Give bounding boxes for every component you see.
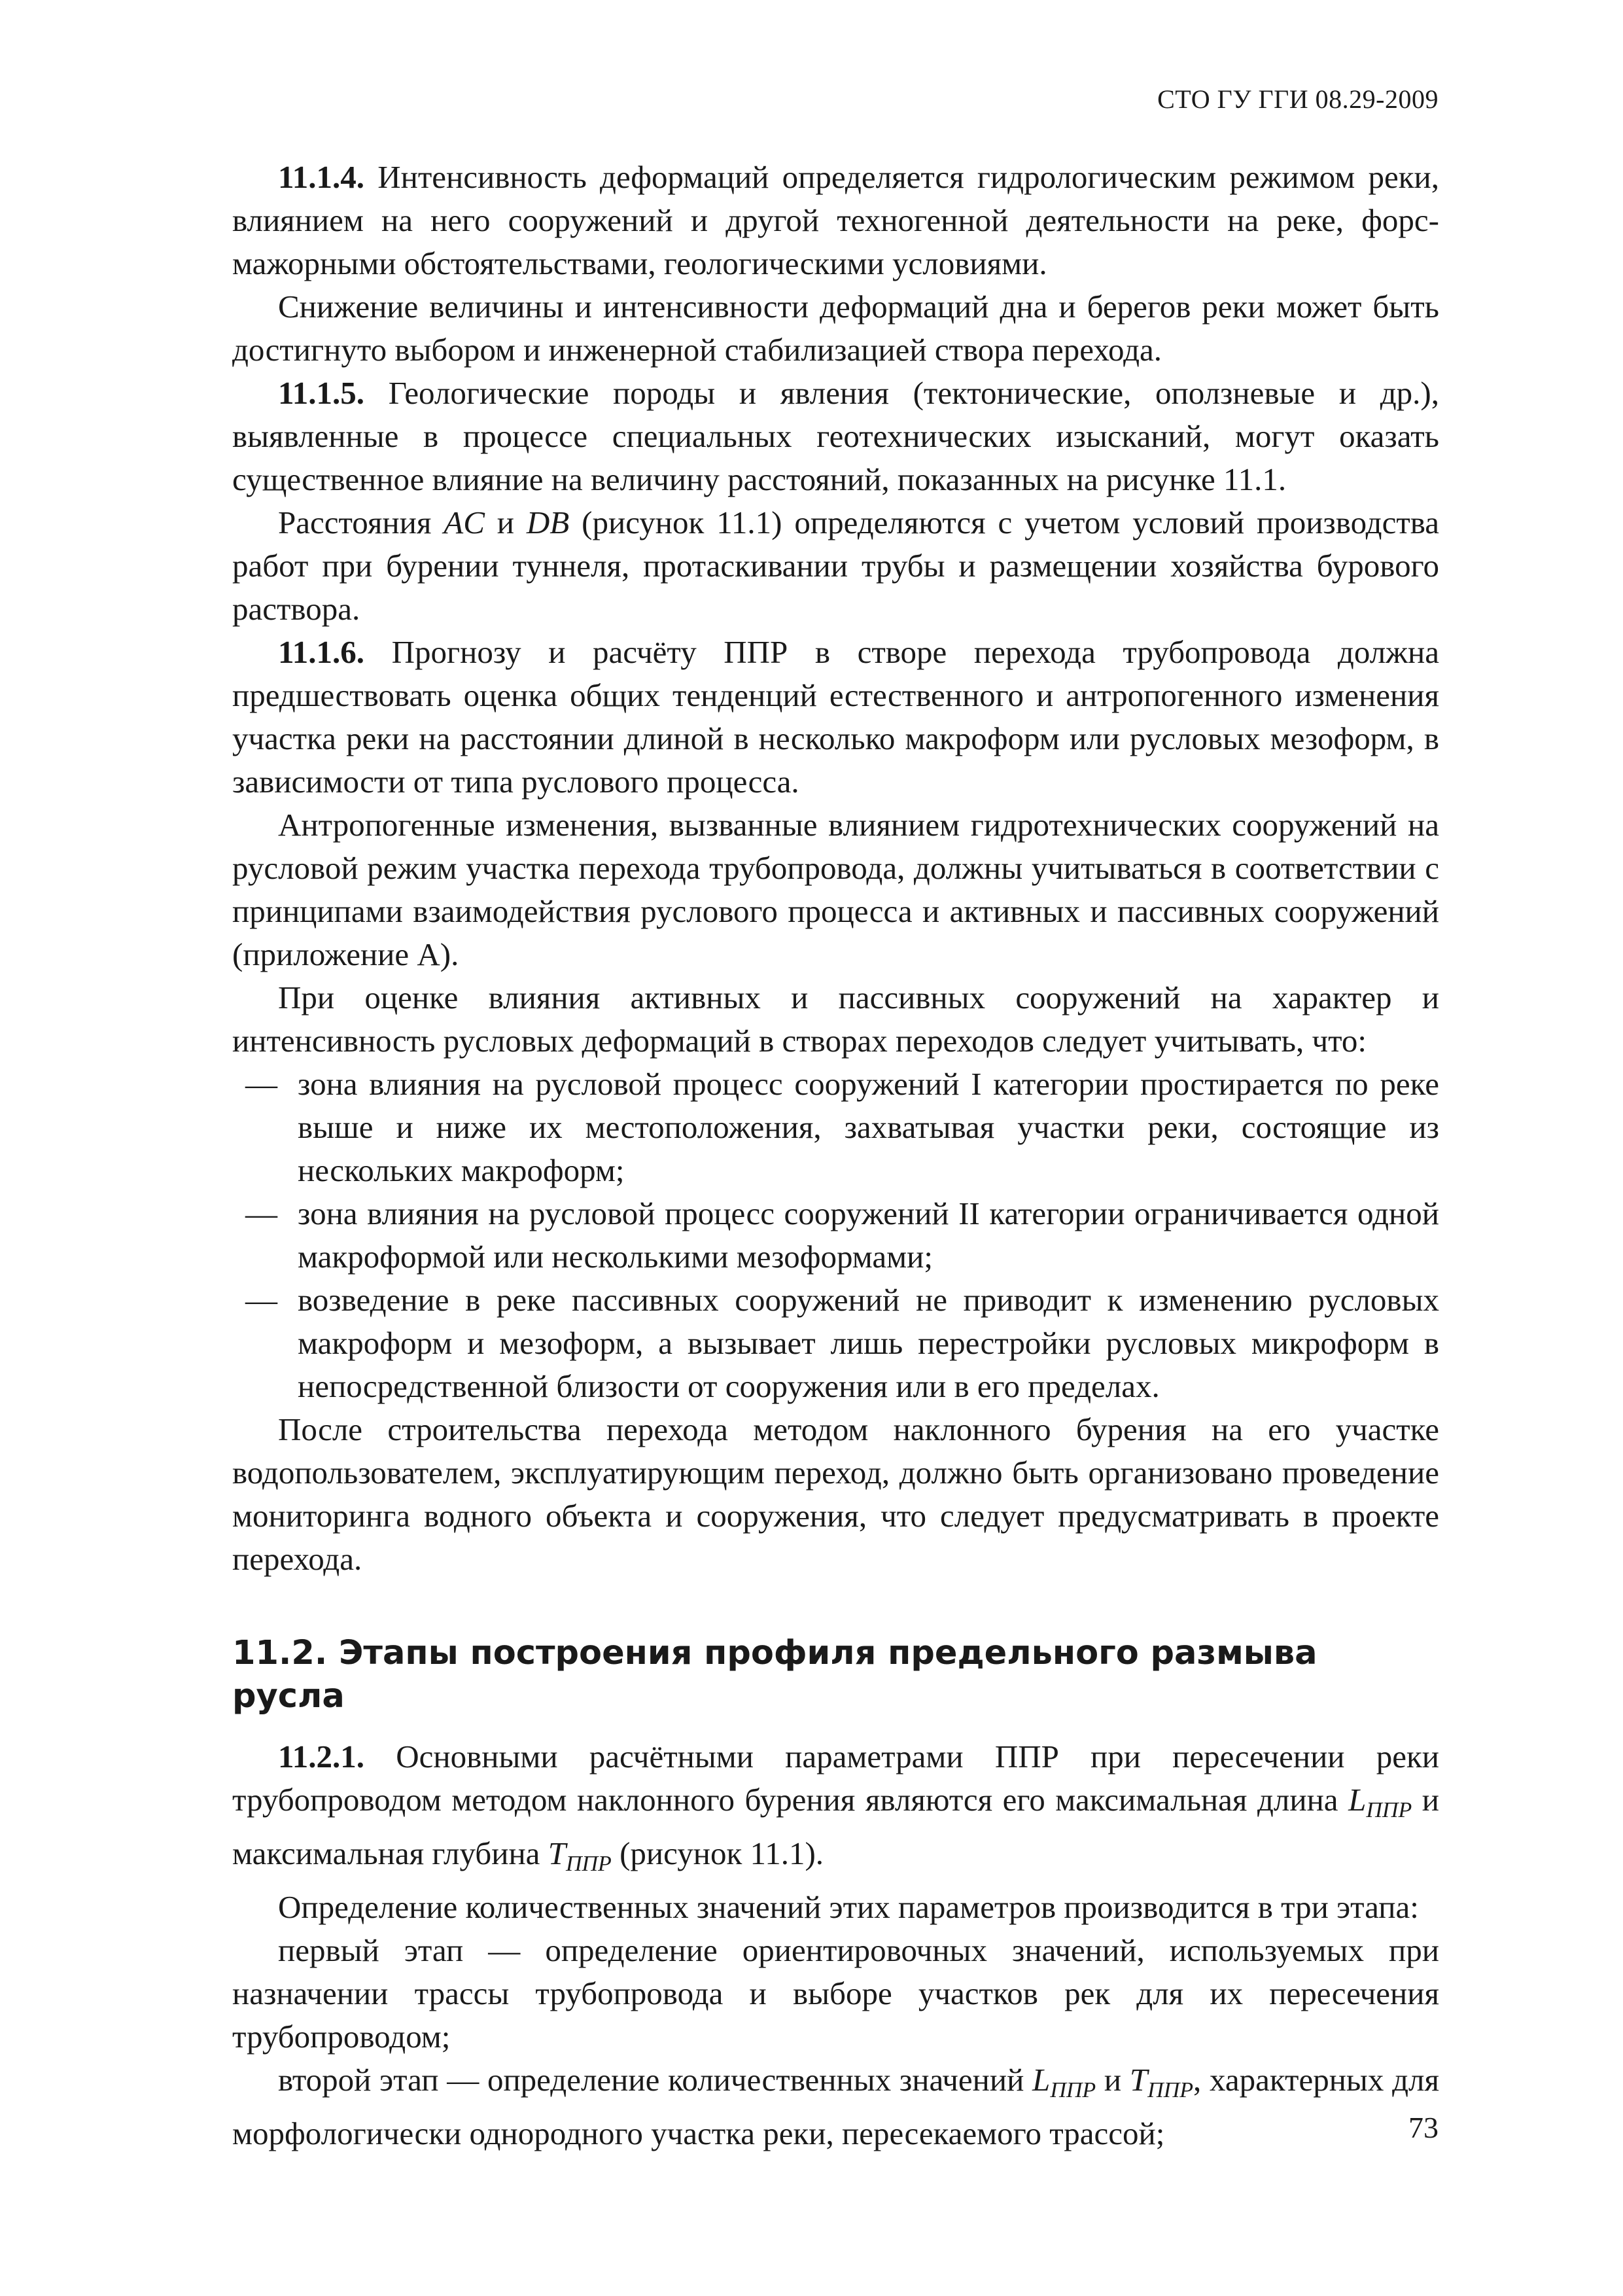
paragraph-11-1-4 — [232, 156, 1439, 285]
subscript-ppr: ППР — [1050, 2078, 1096, 2102]
text-run: (рисунок 11.1). — [611, 1835, 824, 1871]
text-run: Расстояния — [278, 504, 444, 540]
subscript-ppr: ППР — [565, 1852, 612, 1876]
symbol-l: L — [1032, 2062, 1051, 2098]
paragraph-11-1-6 — [232, 631, 1439, 804]
paragraph-text: Геологические породы и явления (тектонические, оползневые и др.), выявленные в процессе специальных геотехнических изысканий, могут оказать существенное влияние на величину расстояний, показанных на рисунке 11.1. — [232, 375, 1439, 497]
paragraph-text-block: Определение количественных значений этих параметров производится в три этапа: — [278, 1889, 1419, 1925]
paragraph-11-2-1 — [232, 1735, 1439, 1886]
text-run: и — [1096, 2062, 1130, 2098]
clause-number: 11.2.1. — [278, 1739, 365, 1775]
subscript-ppr: ППР — [1147, 2078, 1194, 2102]
segment-db: DB — [526, 504, 570, 540]
paragraph-text-block: Снижение величины и интенсивности деформаций дна и берегов реки может быть достигнуто выбором и инженерной стабилизацией створа перехода. — [232, 289, 1439, 368]
symbol-t: T — [1129, 2062, 1148, 2098]
clause-number: 11.1.4. — [278, 159, 365, 195]
list-item — [232, 1063, 1439, 1192]
list-item-text: зона влияния на русловой процесс сооружений II категории ограничивается одной макроформой или несколькими мезоформами; — [298, 1195, 1439, 1275]
paragraph-text: Интенсивность деформаций определяется гидрологическим режимом реки, влиянием на него сооружений и другой техногенной деятельности на реке, форс-мажорными обстоятельствами, геологическими условиями. — [232, 159, 1439, 281]
symbol-l: L — [1348, 1782, 1367, 1818]
document-code-header: СТО ГУ ГГИ 08.29-2009 — [1157, 84, 1439, 114]
subscript-ppr: ППР — [1366, 1798, 1412, 1822]
section-heading: 11.2. Этапы построения профиля предельного размыва русла — [232, 1634, 1318, 1716]
page-body — [232, 156, 1439, 2155]
paragraph-text-block: При оценке влияния активных и пассивных сооружений на характер и интенсивность русловых деформаций в створах переходов следует учитывать, что: — [232, 980, 1439, 1059]
paragraph-text-block: После строительства перехода методом наклонного бурения на его участке водопользователем, эксплуатирующим переход, должно быть организовано проведение мониторинга водного объекта и сооружения, что следует предусматривать в проекте перехода. — [232, 1411, 1439, 1577]
text-run: и максимальная глубина — [232, 1782, 1439, 1871]
text-run: Основными расчётными параметрами ППР при пересечении реки трубопроводом методом наклонного бурения являются его максимальная длина — [232, 1739, 1439, 1818]
paragraph-second-stage — [232, 2058, 1439, 2155]
paragraph-text-block: первый этап — определение ориентировочных значений, используемых при назначении трассы трубопровода и выборе участков рек для их пересечения трубопроводом; — [232, 1932, 1439, 2055]
page-number: 73 — [1408, 2111, 1439, 2144]
paragraph-text: Прогнозу и расчёту ППР в створе перехода трубопровода должна предшествовать оценка общих тенденций естественного и антропогенного изменения участка реки на расстоянии длиной в несколько макроформ или русловых мезоформ, в зависимости от типа руслового процесса. — [232, 634, 1439, 800]
bullet-list — [232, 1063, 1439, 1408]
paragraph-distances — [232, 501, 1439, 631]
list-item-text: возведение в реке пассивных сооружений не приводит к изменению русловых макроформ и мезоформ, а вызывает лишь перестройки русловых микроформ в непосредственной близости от сооружения или в его пределах. — [298, 1282, 1439, 1404]
segment-ac: AC — [444, 504, 485, 540]
symbol-t: T — [548, 1835, 566, 1871]
clause-number: 11.1.5. — [278, 375, 365, 411]
paragraph-11-1-5 — [232, 372, 1439, 501]
text-run: (рисунок 11.1) определяются с учетом условий производства работ при бурении туннеля, протаскивании трубы и размещении хозяйства бурового раствора. — [232, 504, 1440, 627]
paragraph-text-block: Антропогенные изменения, вызванные влиянием гидротехнических сооружений на русловой режим участка перехода трубопровода, должны учитываться в соответствии с принципами взаимодействия руслового процесса и активных и пассивных сооружений (приложение А). — [232, 807, 1439, 972]
clause-number: 11.1.6. — [278, 634, 365, 670]
list-item — [232, 1279, 1439, 1408]
dash-marker: — — [245, 1195, 277, 1231]
dash-marker: — — [245, 1282, 277, 1318]
list-item-text: зона влияния на русловой процесс сооружений I категории простирается по реке выше и ниже их местоположения, захватывая участки реки, состоящие из нескольких макроформ; — [298, 1066, 1439, 1188]
list-item — [232, 1192, 1439, 1279]
text-run: , характерных для морфологически однородного участка реки, пересекаемого трассой; — [232, 2062, 1439, 2151]
text-run: второй этап — определение количественных значений — [278, 2062, 1033, 2098]
dash-marker: — — [245, 1066, 277, 1102]
text-run: и — [484, 504, 527, 540]
